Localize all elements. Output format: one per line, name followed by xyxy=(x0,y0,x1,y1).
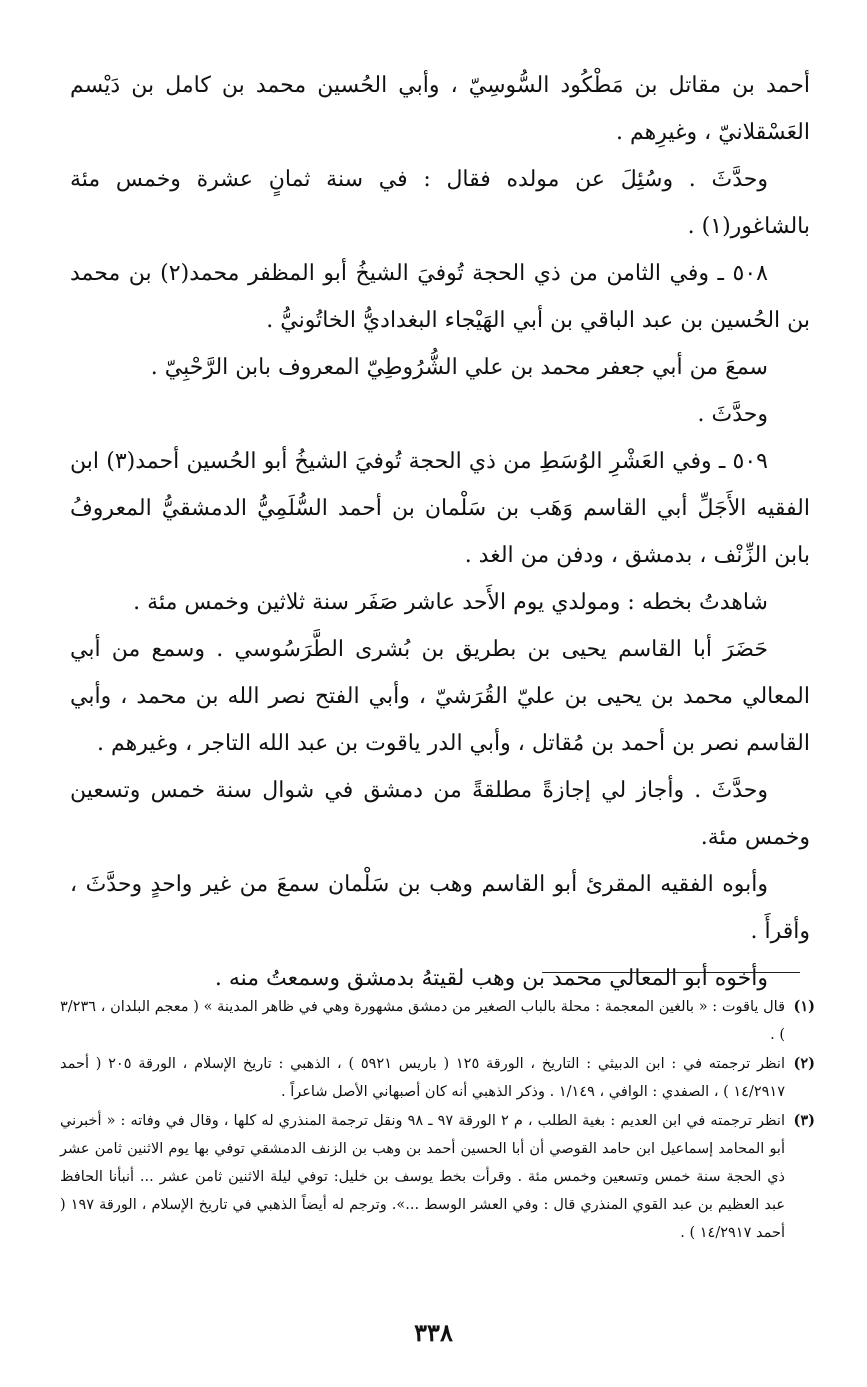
paragraph-5: وحدَّثَ . xyxy=(697,402,768,427)
footnote-number: (٢) xyxy=(793,1055,815,1072)
footnote-text: انظر ترجمته في ابن العديم : بغية الطلب ، م ٢ الورقة ٩٧ ـ ٩٨ ونقل ترجمة المنذري له كلها ، وقال في وفاته : « أخبرني أبو المحامد إسماعيل ابن حامد القوصي أن أبا الحسين أحمد بن وهب بن الزنف الدمشقي توفي بها يوم الاثنين ثامن عشر ذي الحجة سنة خمس وتسعين وخمس مئة . وقرأت بخط يوسف بن خليل: توفي ليلة الاثنين ثامن عشر ... أنبأنا الحافظ عبد العظيم بن عبد القوي المنذري قال : وفي العشر الوسط ...». وترجم له أيضاً الذهبي في تاريخ الإسلام ، الورقة ١٩٧ ( أحمد ١٤/٢٩١٧ ) . xyxy=(60,1113,785,1241)
paragraph-1: أحمد بن مقاتل بن مَطْكُود السُّوسِيّ ، وأبي الحُسين محمد بن كامل بن دَيْسم العَسْقلانيّ ، وغيرِهم . xyxy=(70,73,810,145)
paragraph-7: شاهدتُ بخطه : ومولدي يوم الأَحد عاشر صَفَر سنة ثلاثين وخمس مئة . xyxy=(133,590,768,615)
page-number: ٣٣٨ xyxy=(414,1318,453,1347)
footnote-text: قال ياقوت : « بالغين المعجمة : محلة بالباب الصغير من دمشق مشهورة وهي في ظاهر المدينة » ( معجم البلدان ، ٣/٢٣٦ ) . xyxy=(60,999,785,1043)
footnotes-section xyxy=(60,993,815,1248)
paragraph-4: سمعَ من أبي جعفر محمد بن علي الشُّرُوطِيّ المعروف بابن الرَّحْبِيّ . xyxy=(150,355,768,380)
paragraph-3: ٥٠٨ ـ وفي الثامن من ذي الحجة تُوفيَ الشيخُ أبو المظفر محمد(٢) بن محمد بن الحُسين بن عبد الباقي بن أبي الهَيْجاء البغداديُّ الخاتُونيُّ . xyxy=(70,261,810,333)
footnote-text: انظر ترجمته في : ابن الدبيثي : التاريخ ، الورقة ١٢٥ ( باريس ٥٩٢١ ) ، الذهبي : تاريخ الإسلام ، الورقة ٢٠٥ ( أحمد ١٤/٢٩١٧ ) ، الصفدي : الوافي ، ١/١٤٩ . وذكر الذهبي أنه كان أصبهاني الأصل شاعراً . xyxy=(60,1056,785,1100)
paragraph-8: حَضَرَ أبا القاسم يحيى بن بطريق بن بُشرى الطَّرَسُوسي . وسمع من أبي المعالي محمد بن يحيى بن عليّ القُرَشيّ ، وأبي الفتح نصر الله بن محمد ، وأبي القاسم نصر بن أحمد بن مُقاتل ، وأبي الدر ياقوت بن عبد الله التاجر ، وغيرهم . xyxy=(70,637,810,756)
paragraph-2: وحدَّثَ . وسُئِلَ عن مولده فقال : في سنة ثمانٍ عشرة وخمس مئة بالشاغور(١) . xyxy=(70,167,810,239)
paragraph-10: وأبوه الفقيه المقرئ أبو القاسم وهب بن سَلْمان سمعَ من غير واحدٍ وحدَّثَ ، وأقرأَ . xyxy=(70,872,810,944)
footnote-separator xyxy=(542,972,800,973)
paragraph-11: وأخوه أبو المعالي محمد بن وهب لقيتهُ بدمشق وسمعتُ منه . xyxy=(214,966,768,991)
footnote-1 xyxy=(60,993,815,1049)
footnote-3 xyxy=(60,1107,815,1247)
paragraph-9: وحدَّثَ . وأجاز لي إجازةً مطلقةً من دمشق في شوال سنة خمس وتسعين وخمس مئة. xyxy=(70,778,810,850)
footnote-number: (٣) xyxy=(793,1112,815,1129)
footnote-number: (١) xyxy=(793,998,815,1015)
paragraph-6: ٥٠٩ ـ وفي العَشْرِ الوُسَطِ من ذي الحجة تُوفيَ الشيخُ أبو الحُسين أحمد(٣) ابن الفقيه الأَجَلِّ أبي القاسم وَهَب بن سَلْمان بن أحمد السُّلَمِيُّ الدمشقيُّ المعروفُ بابن الزِّنْف ، بدمشق ، ودفن من الغد . xyxy=(70,449,810,568)
footnote-2 xyxy=(60,1050,815,1106)
main-text-body xyxy=(70,62,810,1002)
